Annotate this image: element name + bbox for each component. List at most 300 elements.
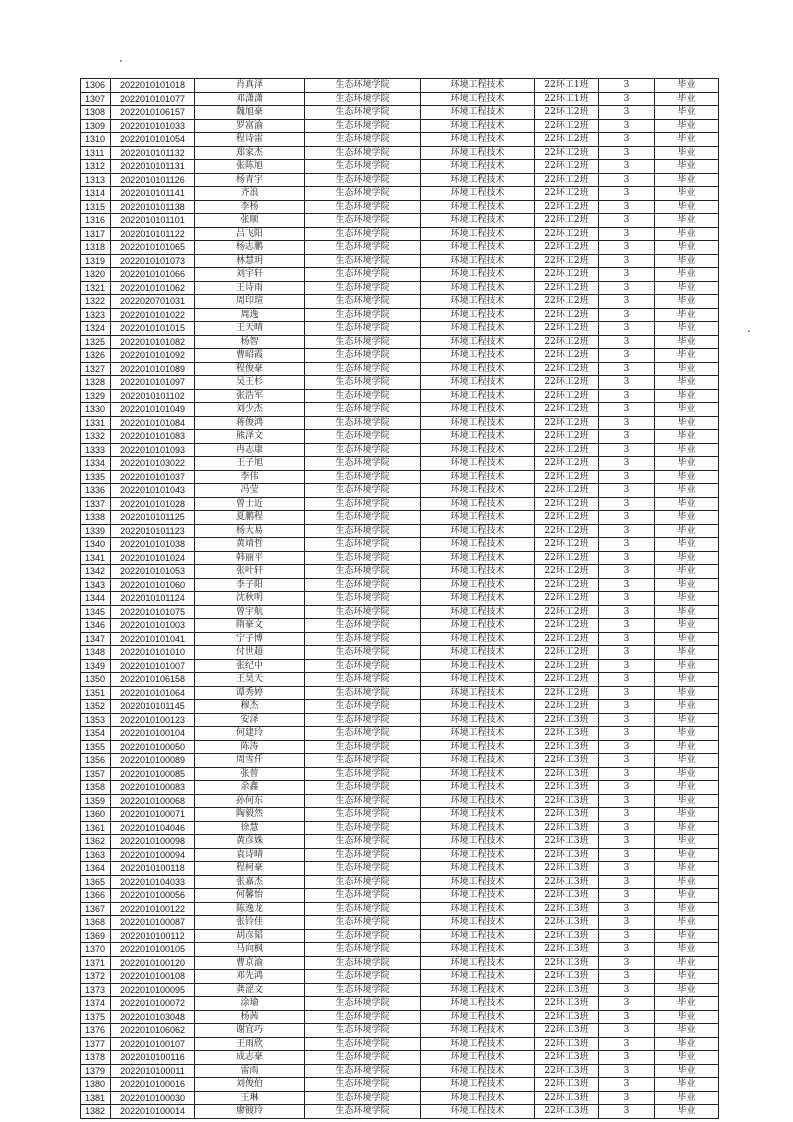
years-value: 3 xyxy=(599,187,655,201)
status-value: 毕业 xyxy=(655,781,719,795)
row-number: 1306 xyxy=(81,79,111,93)
table-row xyxy=(81,227,719,241)
status-value: 毕业 xyxy=(655,362,719,376)
row-number: 1338 xyxy=(81,511,111,525)
row-number: 1307 xyxy=(81,92,111,106)
student-name: 王昊天 xyxy=(195,673,305,687)
class-name: 22环工3班 xyxy=(535,781,599,795)
college-name: 生态环境学院 xyxy=(305,659,421,673)
row-number: 1316 xyxy=(81,214,111,228)
major-name: 环境工程技术 xyxy=(421,956,535,970)
major-name: 环境工程技术 xyxy=(421,862,535,876)
row-number: 1362 xyxy=(81,835,111,849)
major-name: 环境工程技术 xyxy=(421,740,535,754)
years-value: 3 xyxy=(599,133,655,147)
status-value: 毕业 xyxy=(655,875,719,889)
years-value: 3 xyxy=(599,592,655,606)
major-name: 环境工程技术 xyxy=(421,173,535,187)
student-name: 杨志鹏 xyxy=(195,241,305,255)
class-name: 22环工3班 xyxy=(535,1078,599,1092)
table-row xyxy=(81,889,719,903)
years-value: 3 xyxy=(599,92,655,106)
student-name: 程俊豪 xyxy=(195,362,305,376)
row-number: 1314 xyxy=(81,187,111,201)
student-id: 2022010100098 xyxy=(111,835,195,849)
row-number: 1366 xyxy=(81,889,111,903)
scan-speck xyxy=(120,60,122,62)
major-name: 环境工程技术 xyxy=(421,335,535,349)
student-id: 2022010100123 xyxy=(111,713,195,727)
student-id: 2022010100030 xyxy=(111,1091,195,1105)
major-name: 环境工程技术 xyxy=(421,200,535,214)
table-row xyxy=(81,403,719,417)
student-id: 2022010100016 xyxy=(111,1078,195,1092)
class-name: 22环工3班 xyxy=(535,727,599,741)
years-value: 3 xyxy=(599,767,655,781)
major-name: 环境工程技术 xyxy=(421,565,535,579)
row-number: 1340 xyxy=(81,538,111,552)
class-name: 22环工2班 xyxy=(535,200,599,214)
table-row xyxy=(81,686,719,700)
major-name: 环境工程技术 xyxy=(421,511,535,525)
table-row xyxy=(81,187,719,201)
table-row xyxy=(81,79,719,93)
student-name: 王天晴 xyxy=(195,322,305,336)
class-name: 22环工3班 xyxy=(535,970,599,984)
table-row xyxy=(81,173,719,187)
major-name: 环境工程技术 xyxy=(421,322,535,336)
row-number: 1356 xyxy=(81,754,111,768)
row-number: 1318 xyxy=(81,241,111,255)
student-name: 张陈旭 xyxy=(195,160,305,174)
student-name: 刘宇轩 xyxy=(195,268,305,282)
class-name: 22环工3班 xyxy=(535,794,599,808)
student-name: 黄彦姝 xyxy=(195,835,305,849)
student-id: 2022010100011 xyxy=(111,1064,195,1078)
college-name: 生态环境学院 xyxy=(305,1024,421,1038)
status-value: 毕业 xyxy=(655,1051,719,1065)
table-row xyxy=(81,970,719,984)
table-row xyxy=(81,295,719,309)
status-value: 毕业 xyxy=(655,713,719,727)
student-id: 2022010100122 xyxy=(111,902,195,916)
status-value: 毕业 xyxy=(655,524,719,538)
college-name: 生态环境学院 xyxy=(305,794,421,808)
student-id: 2022010101125 xyxy=(111,511,195,525)
major-name: 环境工程技术 xyxy=(421,781,535,795)
student-name: 宁子博 xyxy=(195,632,305,646)
status-value: 毕业 xyxy=(655,646,719,660)
major-name: 环境工程技术 xyxy=(421,295,535,309)
college-name: 生态环境学院 xyxy=(305,470,421,484)
row-number: 1367 xyxy=(81,902,111,916)
row-number: 1370 xyxy=(81,943,111,957)
major-name: 环境工程技术 xyxy=(421,673,535,687)
row-number: 1323 xyxy=(81,308,111,322)
row-number: 1380 xyxy=(81,1078,111,1092)
class-name: 22环工3班 xyxy=(535,1064,599,1078)
student-name: 肖真泽 xyxy=(195,79,305,93)
table-row xyxy=(81,362,719,376)
class-name: 22环工2班 xyxy=(535,146,599,160)
major-name: 环境工程技术 xyxy=(421,875,535,889)
years-value: 3 xyxy=(599,659,655,673)
table-row xyxy=(81,416,719,430)
class-name: 22环工2班 xyxy=(535,133,599,147)
years-value: 3 xyxy=(599,1064,655,1078)
student-name: 李杨 xyxy=(195,200,305,214)
college-name: 生态环境学院 xyxy=(305,254,421,268)
major-name: 环境工程技术 xyxy=(421,821,535,835)
row-number: 1311 xyxy=(81,146,111,160)
college-name: 生态环境学院 xyxy=(305,956,421,970)
row-number: 1369 xyxy=(81,929,111,943)
student-name: 隋豪文 xyxy=(195,619,305,633)
class-name: 22环工2班 xyxy=(535,700,599,714)
status-value: 毕业 xyxy=(655,92,719,106)
table-row xyxy=(81,673,719,687)
years-value: 3 xyxy=(599,389,655,403)
major-name: 环境工程技术 xyxy=(421,551,535,565)
table-row xyxy=(81,1105,719,1119)
college-name: 生态环境学院 xyxy=(305,848,421,862)
college-name: 生态环境学院 xyxy=(305,1010,421,1024)
status-value: 毕业 xyxy=(655,254,719,268)
college-name: 生态环境学院 xyxy=(305,1051,421,1065)
class-name: 22环工2班 xyxy=(535,173,599,187)
student-name: 齐浪 xyxy=(195,187,305,201)
student-name: 胡彦韬 xyxy=(195,929,305,943)
status-value: 毕业 xyxy=(655,322,719,336)
years-value: 3 xyxy=(599,889,655,903)
table-row xyxy=(81,1037,719,1051)
class-name: 22环工3班 xyxy=(535,956,599,970)
row-number: 1336 xyxy=(81,484,111,498)
student-name: 曹京渝 xyxy=(195,956,305,970)
years-value: 3 xyxy=(599,781,655,795)
years-value: 3 xyxy=(599,713,655,727)
college-name: 生态环境学院 xyxy=(305,1091,421,1105)
class-name: 22环工2班 xyxy=(535,281,599,295)
table-row xyxy=(81,943,719,957)
class-name: 22环工2班 xyxy=(535,646,599,660)
row-number: 1330 xyxy=(81,403,111,417)
student-id: 2022010101043 xyxy=(111,484,195,498)
student-name: 马向枫 xyxy=(195,943,305,957)
years-value: 3 xyxy=(599,470,655,484)
class-name: 22环工2班 xyxy=(535,659,599,673)
status-value: 毕业 xyxy=(655,929,719,943)
student-name: 徐慧 xyxy=(195,821,305,835)
row-number: 1381 xyxy=(81,1091,111,1105)
student-name: 邓先鸿 xyxy=(195,970,305,984)
status-value: 毕业 xyxy=(655,268,719,282)
years-value: 3 xyxy=(599,281,655,295)
college-name: 生态环境学院 xyxy=(305,403,421,417)
college-name: 生态环境学院 xyxy=(305,875,421,889)
college-name: 生态环境学院 xyxy=(305,511,421,525)
status-value: 毕业 xyxy=(655,497,719,511)
table-row xyxy=(81,268,719,282)
college-name: 生态环境学院 xyxy=(305,889,421,903)
class-name: 22环工2班 xyxy=(535,605,599,619)
table-row xyxy=(81,1024,719,1038)
student-id: 2022010101015 xyxy=(111,322,195,336)
class-name: 22环工2班 xyxy=(535,254,599,268)
status-value: 毕业 xyxy=(655,619,719,633)
table-row xyxy=(81,983,719,997)
table-row xyxy=(81,200,719,214)
table-row xyxy=(81,241,719,255)
student-id: 2022010101075 xyxy=(111,605,195,619)
student-id: 2022010101077 xyxy=(111,92,195,106)
major-name: 环境工程技术 xyxy=(421,376,535,390)
student-name: 蒋俊鸿 xyxy=(195,416,305,430)
student-id: 2022010101024 xyxy=(111,551,195,565)
student-id: 2022010101054 xyxy=(111,133,195,147)
major-name: 环境工程技术 xyxy=(421,902,535,916)
student-name: 冯莹 xyxy=(195,484,305,498)
years-value: 3 xyxy=(599,821,655,835)
row-number: 1343 xyxy=(81,578,111,592)
student-name: 黄靖哲 xyxy=(195,538,305,552)
table-row xyxy=(81,92,719,106)
table-row xyxy=(81,511,719,525)
student-name: 曹昭霞 xyxy=(195,349,305,363)
row-number: 1326 xyxy=(81,349,111,363)
student-id: 2022010100095 xyxy=(111,983,195,997)
table-row xyxy=(81,848,719,862)
class-name: 22环工2班 xyxy=(535,268,599,282)
class-name: 22环工2班 xyxy=(535,389,599,403)
table-row xyxy=(81,308,719,322)
years-value: 3 xyxy=(599,727,655,741)
college-name: 生态环境学院 xyxy=(305,808,421,822)
row-number: 1309 xyxy=(81,119,111,133)
class-name: 22环工3班 xyxy=(535,983,599,997)
years-value: 3 xyxy=(599,214,655,228)
class-name: 22环工2班 xyxy=(535,551,599,565)
student-id: 2022010100056 xyxy=(111,889,195,903)
college-name: 生态环境学院 xyxy=(305,1078,421,1092)
years-value: 3 xyxy=(599,686,655,700)
class-name: 22环工3班 xyxy=(535,875,599,889)
student-id: 2022010101092 xyxy=(111,349,195,363)
table-row xyxy=(81,740,719,754)
table-row xyxy=(81,956,719,970)
status-value: 毕业 xyxy=(655,1105,719,1119)
major-name: 环境工程技术 xyxy=(421,943,535,957)
class-name: 22环工2班 xyxy=(535,578,599,592)
student-name: 刘少杰 xyxy=(195,403,305,417)
student-id: 2022010100105 xyxy=(111,943,195,957)
student-name: 刘俊伯 xyxy=(195,1078,305,1092)
student-id: 2022010101131 xyxy=(111,160,195,174)
college-name: 生态环境学院 xyxy=(305,835,421,849)
row-number: 1354 xyxy=(81,727,111,741)
major-name: 环境工程技术 xyxy=(421,592,535,606)
status-value: 毕业 xyxy=(655,1091,719,1105)
class-name: 22环工2班 xyxy=(535,619,599,633)
major-name: 环境工程技术 xyxy=(421,484,535,498)
major-name: 环境工程技术 xyxy=(421,254,535,268)
student-name: 吴王杉 xyxy=(195,376,305,390)
major-name: 环境工程技术 xyxy=(421,1091,535,1105)
student-name: 何馨怡 xyxy=(195,889,305,903)
years-value: 3 xyxy=(599,106,655,120)
years-value: 3 xyxy=(599,457,655,471)
college-name: 生态环境学院 xyxy=(305,551,421,565)
row-number: 1342 xyxy=(81,565,111,579)
class-name: 22环工2班 xyxy=(535,524,599,538)
student-id: 2022010100118 xyxy=(111,862,195,876)
table-row xyxy=(81,214,719,228)
years-value: 3 xyxy=(599,1037,655,1051)
years-value: 3 xyxy=(599,1051,655,1065)
student-name: 袁诗晴 xyxy=(195,848,305,862)
major-name: 环境工程技术 xyxy=(421,970,535,984)
status-value: 毕业 xyxy=(655,794,719,808)
years-value: 3 xyxy=(599,605,655,619)
status-value: 毕业 xyxy=(655,119,719,133)
major-name: 环境工程技术 xyxy=(421,619,535,633)
student-id: 2022010101028 xyxy=(111,497,195,511)
table-row xyxy=(81,619,719,633)
college-name: 生态环境学院 xyxy=(305,619,421,633)
table-row xyxy=(81,119,719,133)
row-number: 1372 xyxy=(81,970,111,984)
student-id: 2022010100072 xyxy=(111,997,195,1011)
major-name: 环境工程技术 xyxy=(421,389,535,403)
years-value: 3 xyxy=(599,956,655,970)
student-name: 曾士近 xyxy=(195,497,305,511)
student-name: 王子旭 xyxy=(195,457,305,471)
student-name: 廖镀玲 xyxy=(195,1105,305,1119)
class-name: 22环工3班 xyxy=(535,889,599,903)
status-value: 毕业 xyxy=(655,470,719,484)
class-name: 22环工3班 xyxy=(535,997,599,1011)
student-name: 邓潇潇 xyxy=(195,92,305,106)
college-name: 生态环境学院 xyxy=(305,376,421,390)
student-name: 郑家杰 xyxy=(195,146,305,160)
class-name: 22环工3班 xyxy=(535,1010,599,1024)
major-name: 环境工程技术 xyxy=(421,119,535,133)
years-value: 3 xyxy=(599,146,655,160)
major-name: 环境工程技术 xyxy=(421,214,535,228)
row-number: 1317 xyxy=(81,227,111,241)
class-name: 22环工2班 xyxy=(535,376,599,390)
row-number: 1347 xyxy=(81,632,111,646)
status-value: 毕业 xyxy=(655,187,719,201)
student-id: 2022010101041 xyxy=(111,632,195,646)
table-row xyxy=(81,592,719,606)
college-name: 生态环境学院 xyxy=(305,983,421,997)
row-number: 1329 xyxy=(81,389,111,403)
major-name: 环境工程技术 xyxy=(421,889,535,903)
student-name: 熊泽文 xyxy=(195,430,305,444)
table-row xyxy=(81,821,719,835)
student-id: 2022010100108 xyxy=(111,970,195,984)
class-name: 22环工3班 xyxy=(535,929,599,943)
major-name: 环境工程技术 xyxy=(421,1037,535,1051)
class-name: 22环工3班 xyxy=(535,862,599,876)
student-name: 罗富渝 xyxy=(195,119,305,133)
college-name: 生态环境学院 xyxy=(305,295,421,309)
major-name: 环境工程技术 xyxy=(421,187,535,201)
row-number: 1353 xyxy=(81,713,111,727)
years-value: 3 xyxy=(599,943,655,957)
status-value: 毕业 xyxy=(655,956,719,970)
major-name: 环境工程技术 xyxy=(421,349,535,363)
table-row xyxy=(81,470,719,484)
student-name: 林慧玥 xyxy=(195,254,305,268)
years-value: 3 xyxy=(599,443,655,457)
college-name: 生态环境学院 xyxy=(305,578,421,592)
class-name: 22环工2班 xyxy=(535,457,599,471)
years-value: 3 xyxy=(599,551,655,565)
college-name: 生态环境学院 xyxy=(305,389,421,403)
status-value: 毕业 xyxy=(655,389,719,403)
table-row xyxy=(81,1091,719,1105)
table-row xyxy=(81,632,719,646)
class-name: 22环工2班 xyxy=(535,673,599,687)
row-number: 1378 xyxy=(81,1051,111,1065)
row-number: 1364 xyxy=(81,862,111,876)
college-name: 生态环境学院 xyxy=(305,146,421,160)
row-number: 1328 xyxy=(81,376,111,390)
row-number: 1355 xyxy=(81,740,111,754)
student-name: 王琳 xyxy=(195,1091,305,1105)
college-name: 生态环境学院 xyxy=(305,1105,421,1119)
student-name: 杨大易 xyxy=(195,524,305,538)
table-row xyxy=(81,578,719,592)
class-name: 22环工2班 xyxy=(535,470,599,484)
years-value: 3 xyxy=(599,1024,655,1038)
major-name: 环境工程技术 xyxy=(421,1078,535,1092)
college-name: 生态环境学院 xyxy=(305,592,421,606)
years-value: 3 xyxy=(599,700,655,714)
status-value: 毕业 xyxy=(655,983,719,997)
student-name: 谢宜巧 xyxy=(195,1024,305,1038)
table-row xyxy=(81,484,719,498)
class-name: 22环工3班 xyxy=(535,848,599,862)
table-row xyxy=(81,700,719,714)
student-id: 2022010101122 xyxy=(111,227,195,241)
table-row xyxy=(81,497,719,511)
years-value: 3 xyxy=(599,322,655,336)
status-value: 毕业 xyxy=(655,416,719,430)
major-name: 环境工程技术 xyxy=(421,308,535,322)
status-value: 毕业 xyxy=(655,106,719,120)
student-id: 2022010101089 xyxy=(111,362,195,376)
row-number: 1360 xyxy=(81,808,111,822)
college-name: 生态环境学院 xyxy=(305,457,421,471)
student-id: 2022010101007 xyxy=(111,659,195,673)
row-number: 1339 xyxy=(81,524,111,538)
status-value: 毕业 xyxy=(655,308,719,322)
student-id: 2022010100071 xyxy=(111,808,195,822)
major-name: 环境工程技术 xyxy=(421,713,535,727)
college-name: 生态环境学院 xyxy=(305,227,421,241)
student-name: 张嘉杰 xyxy=(195,875,305,889)
college-name: 生态环境学院 xyxy=(305,362,421,376)
row-number: 1345 xyxy=(81,605,111,619)
status-value: 毕业 xyxy=(655,835,719,849)
years-value: 3 xyxy=(599,646,655,660)
student-id: 2022010101018 xyxy=(111,79,195,93)
major-name: 环境工程技术 xyxy=(421,281,535,295)
table-row xyxy=(81,794,719,808)
